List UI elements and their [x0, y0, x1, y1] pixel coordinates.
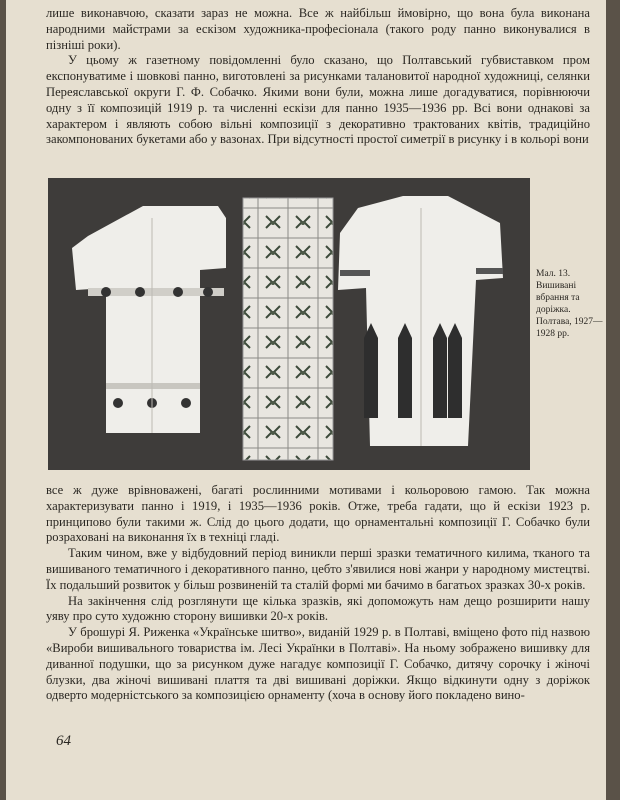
- top-text-block: [46, 6, 590, 148]
- book-page: [6, 0, 606, 800]
- figure-caption: Мал. 13. Вишивані вбрання та доріжка. Полтава, 1927—1928 рр.: [536, 269, 603, 339]
- paragraph: все ж дуже врівноважені, багаті рослинними мотивами і кольоровою гамою. Так можна характеризувати панно і 1919, і 1935—1936 років. Отже, треба гадати, що й ескізи 1923 р. принципово були такими ж. Слід до цього додати, що орнаментальні композиції Г. Собачко були розраховані на виконання їх в техніці гладі.: [46, 483, 590, 545]
- paragraph: На закінчення слід розглянути ще кілька зразків, які допоможуть нам дещо розширити нашу уяву про суто художню сторону вишивки 20-х років.: [46, 593, 590, 624]
- left-shirt: [72, 206, 226, 433]
- right-shirt: [338, 196, 503, 446]
- paragraph: У брошурі Я. Риженка «Українське шитво», виданій 1929 р. в Полтаві, вміщено фото під назвою «Вироби вишивального товариства ім. Лесі Українки в Полтаві». На ньому зображено вишивку для диванної подушки, що за рисунком дуже нагадує композиції Г. Собачко, дитячу сорочку і жіночі блузки, два жіночі вишивані плаття та дві вишивані доріжки. Якщо відкинути одну з доріжок одверто модерністського за композицією орнаменту (хоча в основу його покладено вино-: [46, 625, 590, 703]
- paragraph: Таким чином, вже у відбудовний період виникли перші зразки тематичного килима, тканого та вишиваного тематичного і декоративного панно, цебто з'явилися нові жанри у народному мистецтві. Їх подальший розвиток у більш розвиненій та сталій формі ми бачимо в багатьох зразках 30-х років.: [46, 546, 590, 592]
- paragraph: лише виконавчою, сказати зараз не можна. Все ж найбільш ймовірно, що вона була виконана народними майстрами за ескізом художника-професіонала (такого роду панно виконувалися в пізніші роки).: [46, 6, 590, 52]
- bottom-text-block: [46, 483, 590, 704]
- paragraph: У цьому ж газетному повідомленні було сказано, що Полтавський губвиставком пром експонуватиме і шовкові панно, виготовлені за рисунками талановитої народної художниці, селянки Переяславської округи Г. Ф. Собачко. Якими вони були, можна лише догадуватися, порівнюючи одну з її композицій 1919 р. та численні ескізи для панно 1935—1936 рр. Всі вони однакові за характером і являють собою вільні композиції з декоративно трактованих квітів, традиційно закомпонованих букетами або у вазонах. При відсутності простої симетрії в рисунку і в кольорі вони: [46, 53, 590, 147]
- embroidered-runner: [243, 198, 333, 460]
- page-number: 64: [56, 733, 71, 749]
- embroidery-photo: [48, 178, 530, 470]
